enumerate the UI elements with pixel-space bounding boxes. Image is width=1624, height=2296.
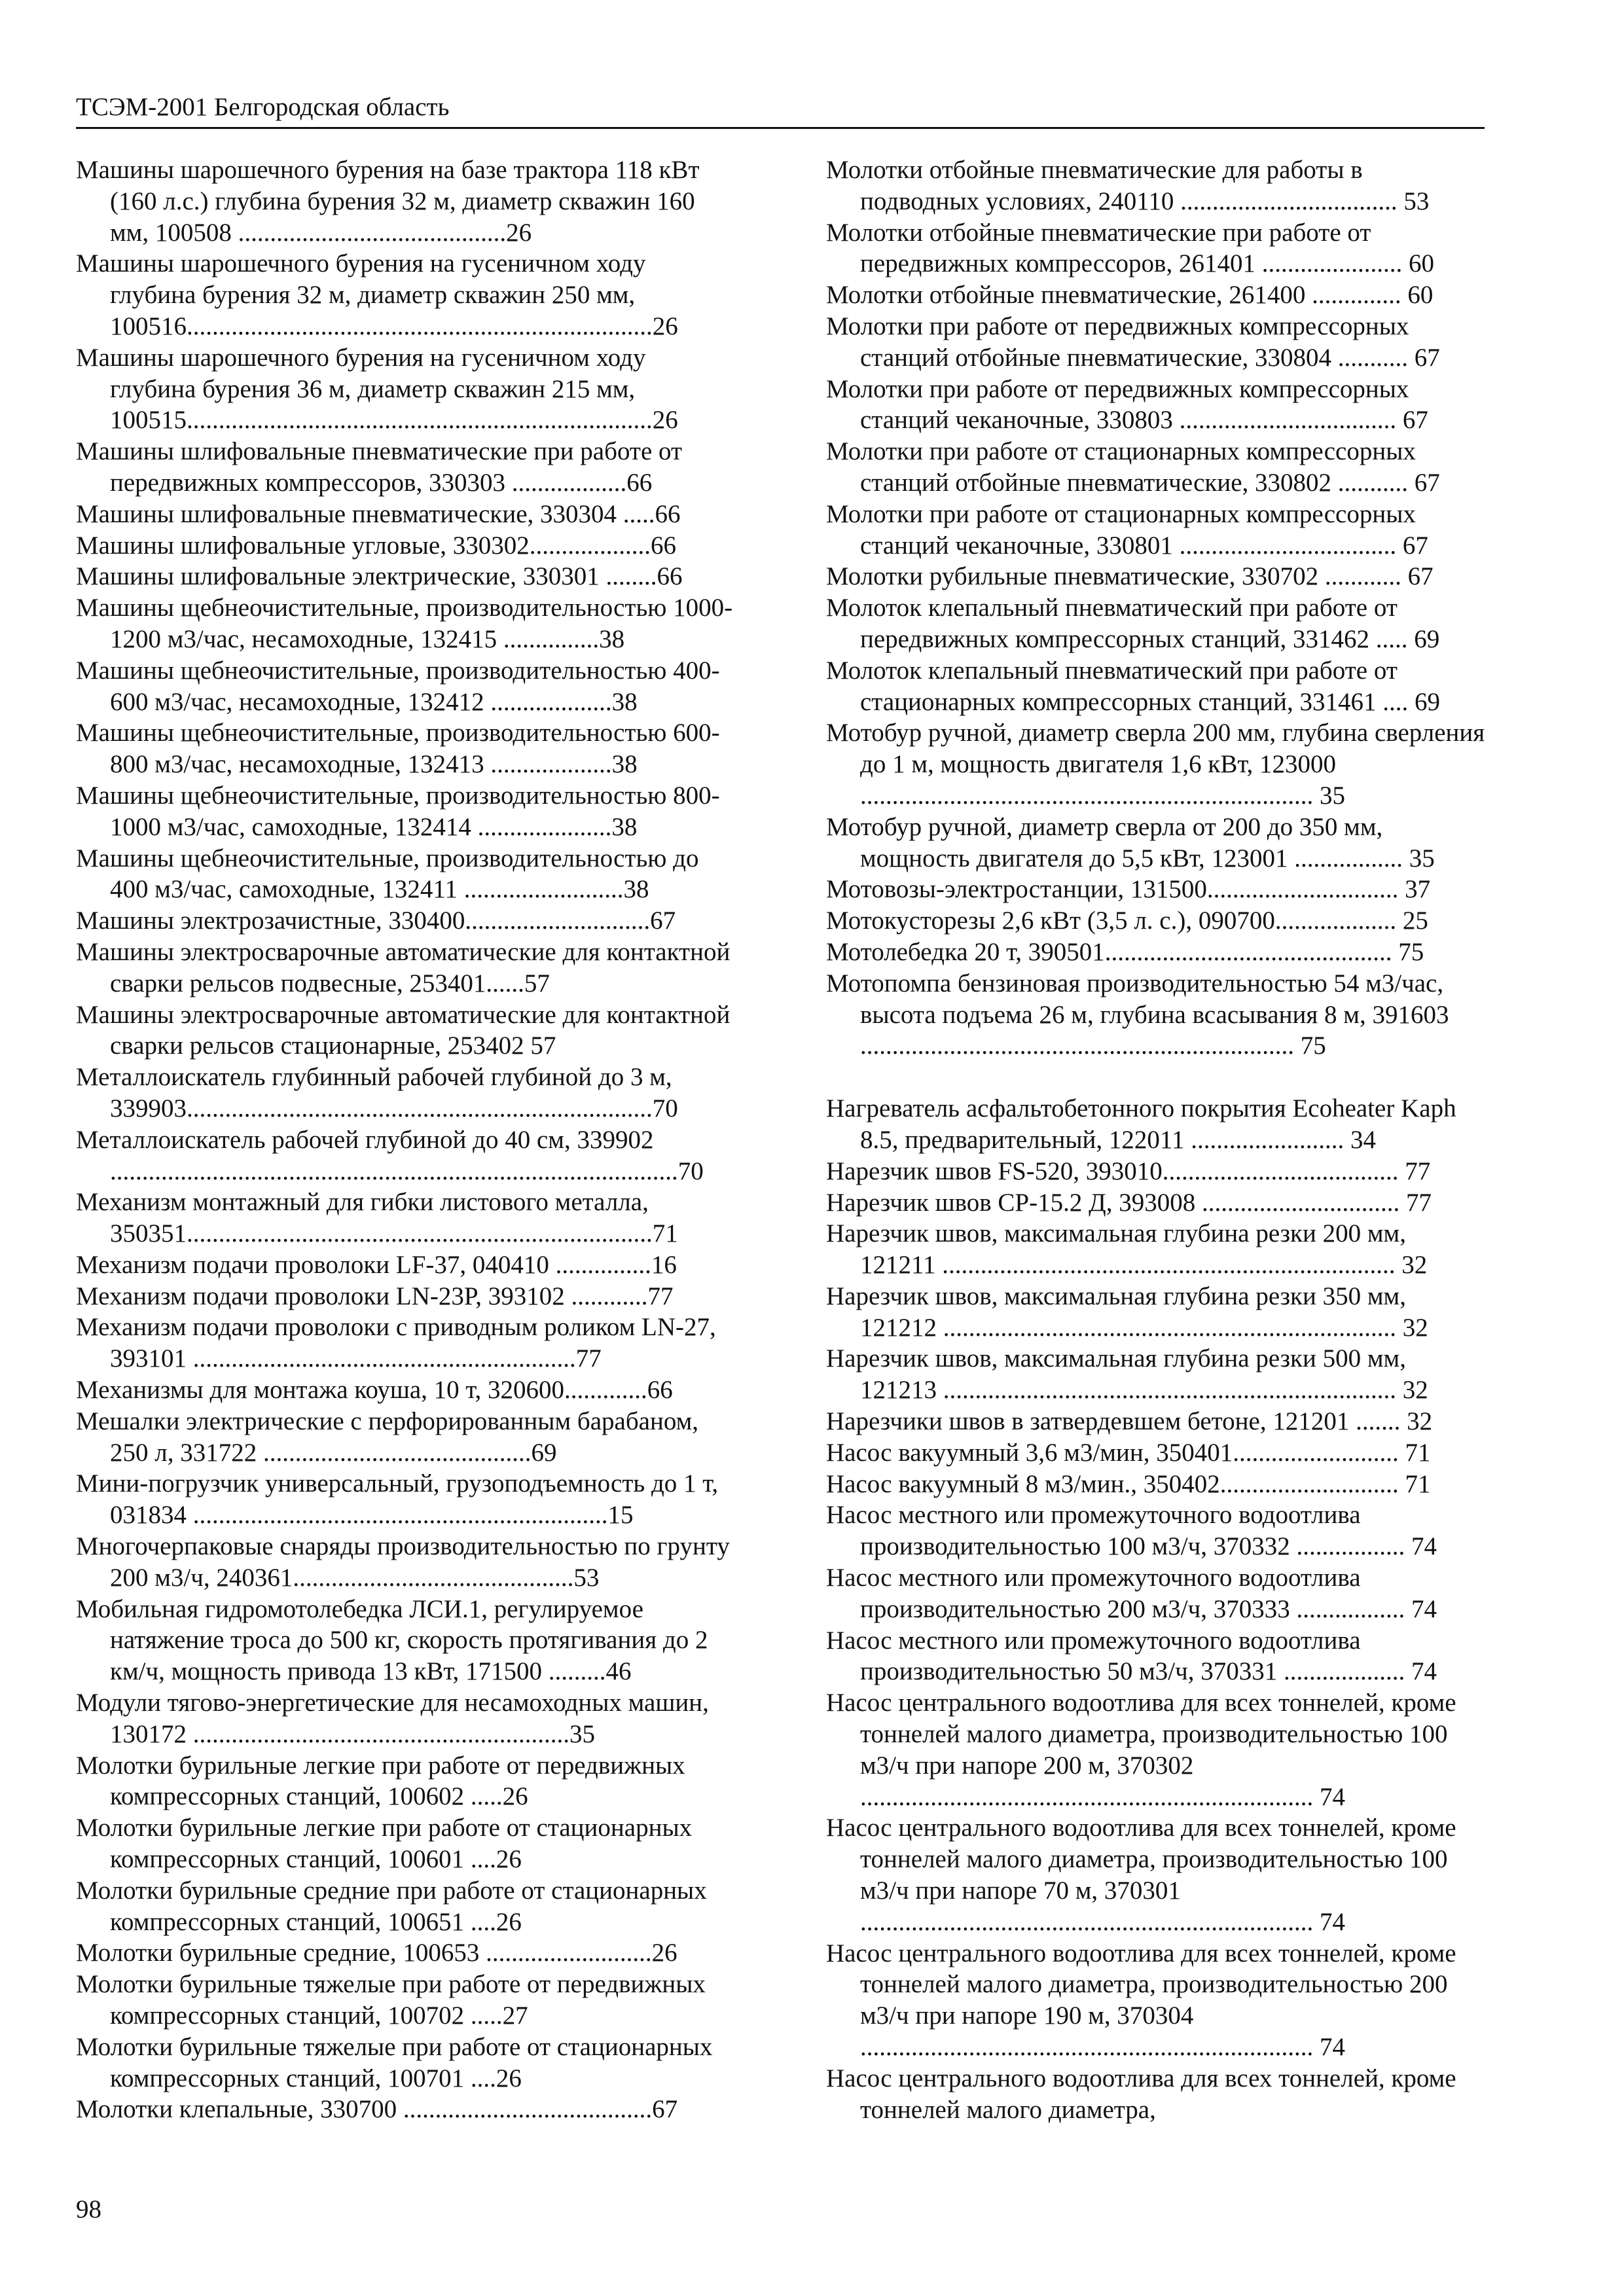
index-entry: Машины щебнеочистительные, производительностью 600-800 м3/час, несамоходные, 132413 ...................38 bbox=[76, 719, 720, 779]
index-entry: Нагреватель асфальтобетонного покрытия Ecoheater Kaph 8.5, предварительный, 122011 ........................ 34 bbox=[826, 1094, 1456, 1154]
index-entry: Мобильная гидромотолебедка ЛСИ.1, регулируемое натяжение троса до 500 кг, скорость протягивания до 2 км/ч, мощность привода 13 кВт, 171500 .........46 bbox=[76, 1594, 708, 1686]
index-entry: Мини-погрузчик универсальный, грузоподъемность до 1 т, 031834 .................................................................15 bbox=[76, 1469, 719, 1530]
index-entry: Мотовозы-электростанции, 131500.............................. 37 bbox=[826, 875, 1431, 904]
index-entry: Мотобур ручной, диаметр сверла 200 мм, глубина сверления до 1 м, мощность двигателя 1,6 кВт, 123000 ....................................................................... 35 bbox=[826, 719, 1485, 810]
index-entry: Молотки бурильные легкие при работе от стационарных компрессорных станций, 100601 ....26 bbox=[76, 1814, 693, 1874]
index-entry: Молотки рубильные пневматические, 330702 ............ 67 bbox=[826, 562, 1434, 591]
running-header bbox=[76, 92, 1485, 129]
index-entry: Механизм подачи проволоки LN-23P, 393102 ............77 bbox=[76, 1282, 674, 1310]
index-entry: Молотки бурильные тяжелые при работе от передвижных компрессорных станций, 100702 .....27 bbox=[76, 1970, 706, 2030]
index-entry: Металлоискатель глубинный рабочей глубиной до 3 м, 339903.........................................................................70 bbox=[76, 1063, 678, 1122]
index-entry: Насос центрального водоотлива для всех тоннелей, кроме тоннелей малого диаметра, производительностью 100 м3/ч при напоре 200 м, 370302 ....................................................................... 74 bbox=[826, 1689, 1456, 1811]
index-column-right bbox=[826, 154, 1487, 2125]
index-entry: Нарезчик швов, максимальная глубина резки 200 мм, 121211 ....................................................................... 32 bbox=[826, 1219, 1428, 1280]
index-entry: Молотки отбойные пневматические при работе от передвижных компрессоров, 261401 ...................... 60 bbox=[826, 218, 1434, 278]
index-entry: Машины шарошечного бурения на гусеничном ходу глубина бурения 32 м, диаметр скважин 250 мм, 100516.........................................................................26 bbox=[76, 249, 678, 340]
index-entry: Машины щебнеочистительные, производительностью до 400 м3/час, самоходные, 132411 .........................38 bbox=[76, 844, 699, 904]
index-entry: Машины щебнеочистительные, производительностью 1000-1200 м3/час, несамоходные, 132415 ...............38 bbox=[76, 594, 733, 653]
index-entry: Нарезчик швов CP-15.2 Д, 393008 ............................... 77 bbox=[826, 1188, 1432, 1217]
index-entry: Нарезчик швов, максимальная глубина резки 350 мм, 121212 ....................................................................... 32 bbox=[826, 1282, 1428, 1342]
index-entry: Машины шлифовальные угловые, 330302...................66 bbox=[76, 531, 676, 560]
index-entry: Молотки при работе от стационарных компрессорных станций отбойные пневматические, 330802 ........... 67 bbox=[826, 437, 1440, 497]
index-entry: Машины шлифовальные пневматические, 330304 .....66 bbox=[76, 499, 681, 528]
index-entry: Мотолебедка 20 т, 390501............................................. 75 bbox=[826, 937, 1424, 966]
index-entry: Молоток клепальный пневматический при работе от передвижных компрессорных станций, 331462 ..... 69 bbox=[826, 594, 1440, 653]
index-entry: Молотки отбойные пневматические для работы в подводных условиях, 240110 .................................. 53 bbox=[826, 156, 1430, 215]
index-entry: Насос центрального водоотлива для всех тоннелей, кроме тоннелей малого диаметра, bbox=[826, 2064, 1456, 2124]
index-entry: Машины электросварочные автоматические для контактной сварки рельсов подвесные, 253401......57 bbox=[76, 937, 731, 997]
index-entry: Молотки клепальные, 330700 .......................................67 bbox=[76, 2095, 678, 2124]
index-entry: Машины шарошечного бурения на гусеничном ходу глубина бурения 36 м, диаметр скважин 215 мм, 100515.........................................................................26 bbox=[76, 343, 678, 435]
index-entry: Механизмы для монтажа коуша, 10 т, 320600.............66 bbox=[76, 1376, 673, 1405]
index-entry: Мотобур ручной, диаметр сверла от 200 до 350 мм, мощность двигателя до 5,5 кВт, 123001 ................. 35 bbox=[826, 812, 1435, 872]
index-entry: Модули тягово-энергетические для несамоходных машин, 130172 ...........................................................35 bbox=[76, 1689, 709, 1748]
index-entry: Молотки бурильные средние при работе от стационарных компрессорных станций, 100651 ....26 bbox=[76, 1876, 707, 1936]
index-entry: Молотки бурильные средние, 100653 ..........................26 bbox=[76, 1939, 677, 1967]
index-entry: Насос местного или промежуточного водоотлива производительностью 200 м3/ч, 370333 ................. 74 bbox=[826, 1564, 1437, 1623]
page-number: 98 bbox=[76, 2195, 101, 2223]
index-entry: Машины щебнеочистительные, производительностью 400-600 м3/час, несамоходные, 132412 ...................38 bbox=[76, 656, 720, 716]
index-entry: Насос вакуумный 8 м3/мин., 350402............................ 71 bbox=[826, 1469, 1431, 1498]
index-entry: Насос местного или промежуточного водоотлива производительностью 50 м3/ч, 370331 ................... 74 bbox=[826, 1626, 1437, 1686]
index-entry: Мотопомпа бензиновая производительностью 54 м3/час, высота подъема 26 м, глубина всасывания 8 м, 391603 .................................................................... 75 bbox=[826, 969, 1449, 1060]
index-entry: Машины шлифовальные пневматические при работе от передвижных компрессоров, 330303 ..................66 bbox=[76, 437, 683, 497]
index-entry: Мешалки электрические с перфорированным барабаном, 250 л, 331722 ..........................................69 bbox=[76, 1407, 699, 1467]
index-entry: Молотки при работе от стационарных компрессорных станций чеканочные, 330801 .................................. 67 bbox=[826, 499, 1428, 560]
index-entry: Нарезчики швов в затвердевшем бетоне, 121201 ....... 32 bbox=[826, 1407, 1433, 1436]
index-entry: Нарезчик швов, максимальная глубина резки 500 мм, 121213 ....................................................................... 32 bbox=[826, 1344, 1428, 1405]
index-entry: Машины щебнеочистительные, производительностью 800-1000 м3/час, самоходные, 132414 .....................38 bbox=[76, 781, 720, 841]
index-entry: Молоток клепальный пневматический при работе от стационарных компрессорных станций, 331461 .... 69 bbox=[826, 656, 1441, 716]
index-entry: Насос центрального водоотлива для всех тоннелей, кроме тоннелей малого диаметра, производительностью 200 м3/ч при напоре 190 м, 370304 ....................................................................... 74 bbox=[826, 1939, 1456, 2062]
index-entry: Насос вакуумный 3,6 м3/мин, 350401.......................... 71 bbox=[826, 1438, 1431, 1467]
index-entry: Насос местного или промежуточного водоотлива производительностью 100 м3/ч, 370332 ................. 74 bbox=[826, 1501, 1437, 1561]
index-entry: Мотокусторезы 2,6 кВт (3,5 л. с.), 090700................... 25 bbox=[826, 906, 1428, 935]
document-title: ТСЭМ-2001 Белгородская область bbox=[76, 93, 450, 121]
index-entry: Машины шлифовальные электрические, 330301 ........66 bbox=[76, 562, 683, 591]
index-column-left bbox=[76, 154, 737, 2125]
index-entry: Молотки при работе от передвижных компрессорных станций чеканочные, 330803 .................................. 67 bbox=[826, 374, 1428, 435]
index-entry: Металлоискатель рабочей глубиной до 40 см, 339902 .........................................................................................70 bbox=[76, 1125, 704, 1185]
index-entry: Механизм подачи проволоки с приводным роликом LN-27, 393101 ............................................................77 bbox=[76, 1313, 716, 1373]
index-entry: Молотки отбойные пневматические, 261400 .............. 60 bbox=[826, 281, 1434, 310]
index-entry: Многочерпаковые снаряды производительностью по грунту 200 м3/ч, 240361............................................53 bbox=[76, 1532, 730, 1592]
index-entry: Машины шарошечного бурения на базе трактора 118 кВт (160 л.с.) глубина бурения 32 м, диаметр скважин 160 мм, 100508 ..........................................26 bbox=[76, 156, 700, 247]
index-entry: Механизм монтажный для гибки листового металла, 350351.........................................................................71 bbox=[76, 1188, 678, 1248]
index-entry: Молотки бурильные тяжелые при работе от стационарных компрессорных станций, 100701 ....26 bbox=[76, 2032, 713, 2092]
index-entry: Молотки бурильные легкие при работе от передвижных компрессорных станций, 100602 .....26 bbox=[76, 1751, 685, 1811]
index-entry: Машины электрозачистные, 330400.............................67 bbox=[76, 906, 676, 935]
index-entry: Нарезчик швов FS-520, 393010..................................... 77 bbox=[826, 1157, 1431, 1185]
index-entry: Насос центрального водоотлива для всех тоннелей, кроме тоннелей малого диаметра, производительностью 100 м3/ч при напоре 70 м, 370301 ....................................................................... 74 bbox=[826, 1814, 1456, 1936]
index-entry: Механизм подачи проволоки LF-37, 040410 ...............16 bbox=[76, 1250, 677, 1279]
index-entry: Машины электросварочные автоматические для контактной сварки рельсов стационарные, 253402 57 bbox=[76, 1000, 731, 1060]
index-entry: Молотки при работе от передвижных компрессорных станций отбойные пневматические, 330804 ........... 67 bbox=[826, 312, 1440, 372]
